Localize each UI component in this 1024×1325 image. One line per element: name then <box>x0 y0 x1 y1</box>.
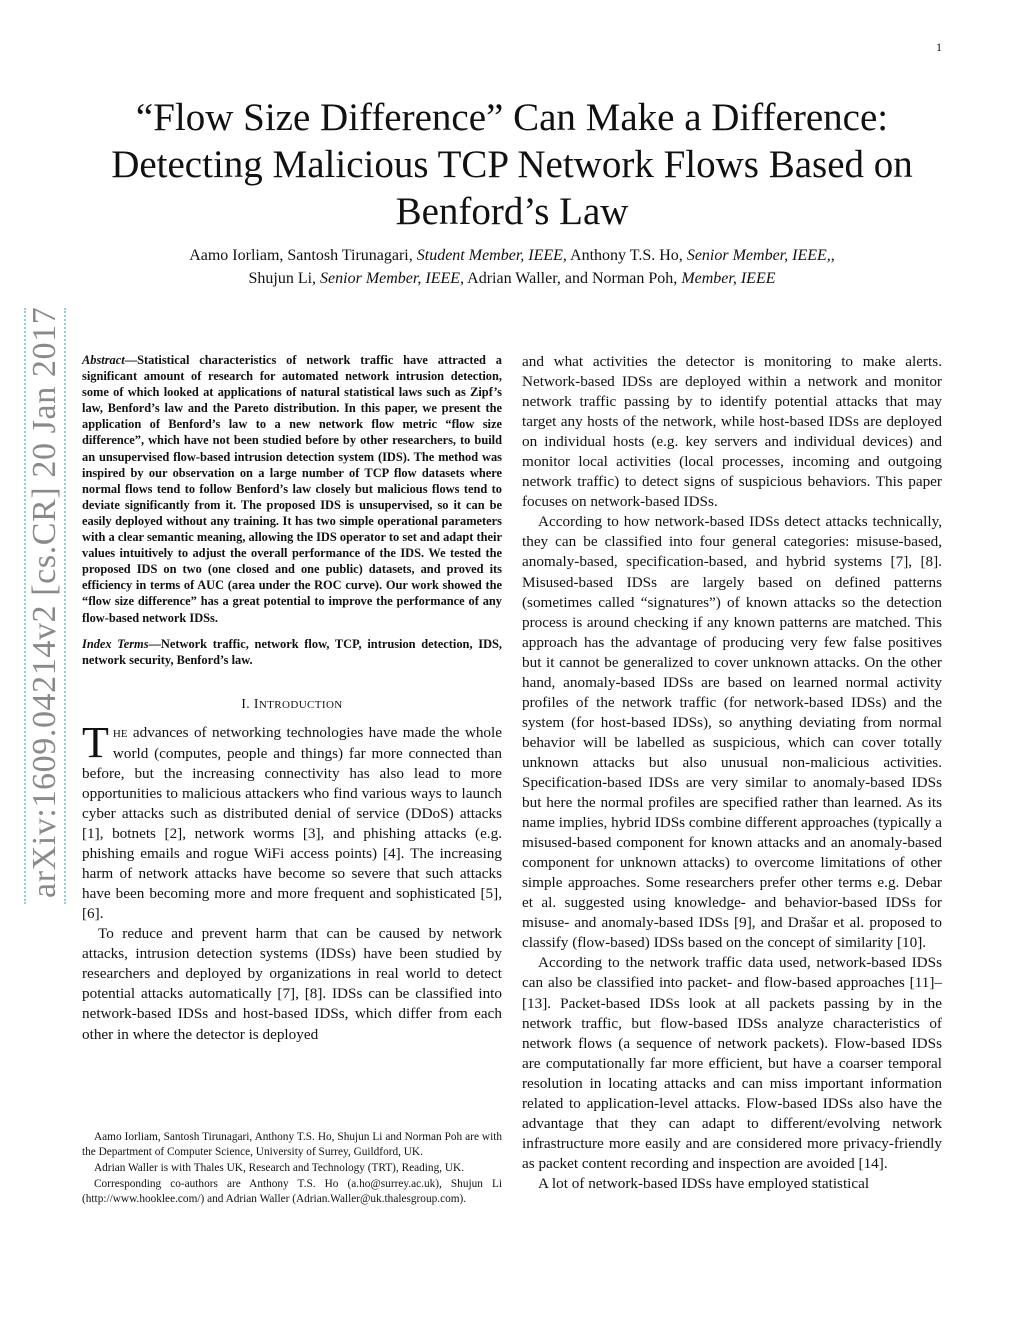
author-membership: Senior Member, IEEE, <box>686 247 831 264</box>
footnote-affiliation: Aamo Iorliam, Santosh Tirunagari, Anthony T.S. Ho, Shujun Li and Norman Poh are with the Department of Computer Science, University of Surrey, Guildford, UK. <box>82 1131 502 1158</box>
title-line-3: Benford’s Law <box>395 190 629 233</box>
intro-paragraph-1 <box>82 717 502 924</box>
abstract-dash: — <box>124 353 138 367</box>
intro-lead-word: HE <box>112 727 128 740</box>
index-terms-dash: — <box>148 636 161 651</box>
index-terms-label: Index Terms <box>82 636 149 651</box>
right-paragraph-1: According to how network-based IDSs detect attacks technically, they can be classified into four general categories: misuse-based, anomaly-based, specification-based, and hybrid systems [7], [8]. Misused-based IDSs are largely based on defined patterns (sometimes called “signatures”) of known attacks so the detection process is around checking if any known patterns are matched. This approach has the advantage of producing very few false positives but it cannot be generalized to cover unknown attacks. On the other hand, anomaly-based IDSs are based on learned normal activity profiles of the network traffic (for network-based IDSs) and the system (for host-based IDSs), so anything deviating from normal behavior will be labelled as suspicious, which can cover totally unknown attacks but also unusual non-malicious activities. Specification-based IDSs are very similar to anomaly-based IDSs but here the normal profiles are specified rather than learned. As its name implies, hybrid IDSs combine different approaches (typically a misused-based component for known attacks and an anomaly-based component for unknown attacks) to overcome limitations of other simple approaches. Some researchers prefer other terms e.g. Debar et al. suggested using knowledge- and behavior-based IDSs for misuse- and anomaly-based IDSs [9], and Drašar et al. proposed to classify (flow-based) IDSs based on the concept of similarity [10]. <box>522 513 942 952</box>
footnote-corresponding: Corresponding co-authors are Anthony T.S. Ho (a.ho@surrey.ac.uk), Shujun Li (http://www.hooklee.com/) and Adrian Waller (Adrian.Waller@uk.thalesgroup.com). <box>82 1177 502 1205</box>
index-terms <box>82 636 502 668</box>
left-column <box>82 352 502 1045</box>
author-line-1 <box>60 244 964 267</box>
author-separator: , <box>830 247 835 264</box>
paper-title <box>60 94 964 235</box>
author-line-2 <box>60 267 964 290</box>
title-line-1: “Flow Size Difference” Can Make a Difference: <box>135 96 889 139</box>
abstract-text: Statistical characteristics of network traffic have attracted a significant amount of research for automated network intrusion detection, some of which looked at applications of natural statistical laws such as Zipf’s law, Benford’s law and the Pareto distribution. In this paper, we present the application of Benford’s law to a new network flow metric “flow size difference”, which have not been studied before by other researchers, to build an unsupervised flow-based intrusion detection system (IDS). The method was inspired by our observation on a large number of TCP flow datasets where normal flows tend to follow Benford’s law closely but malicious flows tend to deviate significantly from it. The proposed IDS is unsupervised, so it can be easily deployed without any training. It has two simple operational parameters with a clear semantic meaning, allowing the IDS operator to set and adapt their values intuitively to adjust the overall performance of the IDS. We tested the proposed IDS on two (one closed and one public) datasets, and proved its efficiency in terms of AUC (area under the ROC curve). Our work showed the “flow size difference” has a great potential to improve the performance of any flow-based network IDSs. <box>82 353 502 625</box>
section-number: I. <box>241 695 251 711</box>
author-membership: Senior Member, IEEE, <box>320 270 465 287</box>
index-terms-text: Network traffic, network flow, TCP, intrusion detection, IDS, network security, Benford’s law. <box>82 636 503 667</box>
arxiv-identifier: arXiv:1609.04214v2 [cs.CR] 20 Jan 2017 <box>24 308 66 904</box>
drop-cap: T <box>82 717 109 767</box>
author-membership: Member, IEEE <box>681 270 776 287</box>
footnotes <box>82 1130 502 1208</box>
author-names: Adrian Waller, and Norman Poh, <box>464 270 682 287</box>
right-paragraph-3: A lot of network-based IDSs have employed statistical <box>538 1174 870 1192</box>
author-names: Anthony T.S. Ho, <box>566 247 687 264</box>
author-names: Shujun Li, <box>248 270 321 287</box>
section-heading-introduction <box>82 694 502 715</box>
abstract <box>82 352 502 626</box>
intro-paragraph-2: To reduce and prevent harm that can be caused by network attacks, intrusion detection systems (IDSs) have been studied by researchers and deployed by organizations in real world to detect potential attacks automatically [7], [8]. IDSs can be classified into network-based IDSs and host-based IDSs, which differ from each other in where the detector is deployed <box>82 925 502 1043</box>
right-paragraph-2: According to the network traffic data used, network-based IDSs can also be classified into packet- and flow-based approaches [11]–[13]. Packet-based IDSs look at all packets passing by in the network traffic, but flow-based IDSs analyze characteristics of network flows (a sequence of network packets). Flow-based IDSs are computationally far more efficient, but have a coarser temporal resolution in locating attacks and can miss important information related to application-level attacks. Flow-based IDSs also have the advantage that they can adapt to different/evolving network infrastructure more easily and are considered more privacy-friendly as packet content recording and inspection are avoided [14]. <box>522 954 942 1172</box>
right-paragraph-0: and what activities the detector is monitoring to make alerts. Network-based IDSs are deployed within a network and monitor network traffic passing by to identify potential attacks that may target any hosts of the network, while host-based IDSs are deployed on individual hosts (e.g. key servers and individual devices) and monitor local activities (local processes, incoming and outgoing network traffic) to detect signs of suspicious behaviors. This paper focuses on network-based IDSs. <box>522 353 942 511</box>
abstract-label: Abstract <box>82 353 125 367</box>
footnote-thales: Adrian Waller is with Thales UK, Research and Technology (TRT), Reading, UK. <box>94 1161 465 1174</box>
author-names: Aamo Iorliam, Santosh Tirunagari, <box>189 247 417 264</box>
intro-text-1: advances of networking technologies have made the whole world (computes, people and things) far more connected than before, but the increasing connectivity has also lead to more opportunities to malicious attackers who find various ways to launch cyber attacks such as distributed denial of service (DDoS) attacks [1], botnets [2], network worms [3], and phishing attacks (e.g. phishing emails and rogue WiFi access points) [4]. The increasing harm of network attacks have become so severe that such attacks have been becoming more and more frequent and sophisticated [5], [6]. <box>82 723 502 923</box>
page-number: 1 <box>936 40 942 54</box>
author-membership: Student Member, IEEE, <box>416 247 567 264</box>
author-list <box>60 244 964 290</box>
title-line-2: Detecting Malicious TCP Network Flows Based on <box>111 143 913 186</box>
right-column <box>522 352 942 1194</box>
section-title-initial: I <box>253 695 259 711</box>
section-title-rest: NTRODUCTION <box>258 698 343 711</box>
